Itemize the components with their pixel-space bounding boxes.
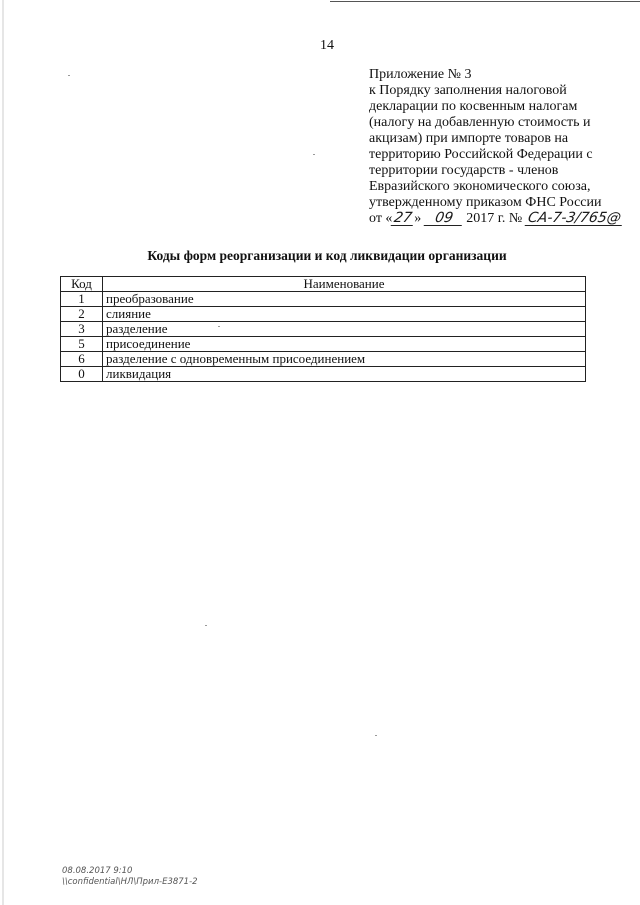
page-number: 14 bbox=[320, 38, 334, 53]
appendix-block bbox=[369, 67, 623, 227]
scan-speck bbox=[205, 625, 207, 626]
table-row bbox=[61, 337, 586, 352]
scan-speck bbox=[375, 735, 377, 736]
appendix-line: (налогу на добавленную стоимость и bbox=[369, 115, 591, 130]
appendix-line: акцизам) при импорте товаров на bbox=[369, 131, 569, 146]
row-name: присоединение bbox=[103, 337, 586, 352]
appendix-line: территории государств - членов bbox=[369, 163, 559, 178]
scan-speck bbox=[68, 75, 70, 76]
table-row bbox=[61, 352, 586, 367]
appendix-line: территорию Российской Федерации с bbox=[369, 147, 593, 162]
footer-line: \\confidential\НЛ\Прил-Е3871-2 bbox=[62, 877, 198, 887]
row-name: разделение с одновременным присоединением bbox=[103, 352, 586, 367]
document-title: Коды форм реорганизации и код ликвидации организации bbox=[147, 248, 507, 263]
row-code: 1 bbox=[61, 292, 103, 307]
row-name: слияние bbox=[103, 307, 586, 322]
row-code: 0 bbox=[61, 367, 103, 382]
order-line bbox=[369, 210, 623, 227]
footer-metadata bbox=[62, 866, 198, 888]
order-day: 27 bbox=[393, 210, 414, 226]
row-name: преобразование bbox=[103, 292, 586, 307]
row-code: 3 bbox=[61, 322, 103, 337]
header-name: Наименование bbox=[103, 277, 586, 292]
codes-table bbox=[60, 276, 586, 382]
appendix-line: к Порядку заполнения налоговой bbox=[369, 83, 567, 98]
row-name: ликвидация bbox=[103, 367, 586, 382]
appendix-line: декларации по косвенным налогам bbox=[369, 99, 578, 114]
footer-line: 08.08.2017 9:10 bbox=[62, 866, 133, 876]
left-edge-shadow bbox=[2, 0, 4, 905]
header-code: Код bbox=[61, 277, 103, 292]
table-row bbox=[61, 307, 586, 322]
order-month: 09 bbox=[423, 211, 464, 226]
top-edge-line bbox=[330, 1, 640, 2]
table-row bbox=[61, 367, 586, 382]
row-code: 2 bbox=[61, 307, 103, 322]
order-mid: » bbox=[414, 211, 422, 226]
table-header-row bbox=[61, 277, 586, 292]
scan-speck bbox=[218, 326, 220, 327]
scan-speck bbox=[313, 154, 315, 155]
appendix-line: Приложение № 3 bbox=[369, 67, 472, 82]
table-row bbox=[61, 292, 586, 307]
order-number: СА-7-3/765@ bbox=[526, 210, 623, 226]
row-code: 6 bbox=[61, 352, 103, 367]
row-code: 5 bbox=[61, 337, 103, 352]
table-row bbox=[61, 322, 586, 337]
order-year: 2017 г. № bbox=[466, 211, 523, 226]
appendix-line: утвержденному приказом ФНС России bbox=[369, 195, 602, 210]
appendix-line: Евразийского экономического союза, bbox=[369, 179, 591, 194]
row-name: разделение bbox=[103, 322, 586, 337]
order-prefix: от « bbox=[369, 211, 393, 226]
